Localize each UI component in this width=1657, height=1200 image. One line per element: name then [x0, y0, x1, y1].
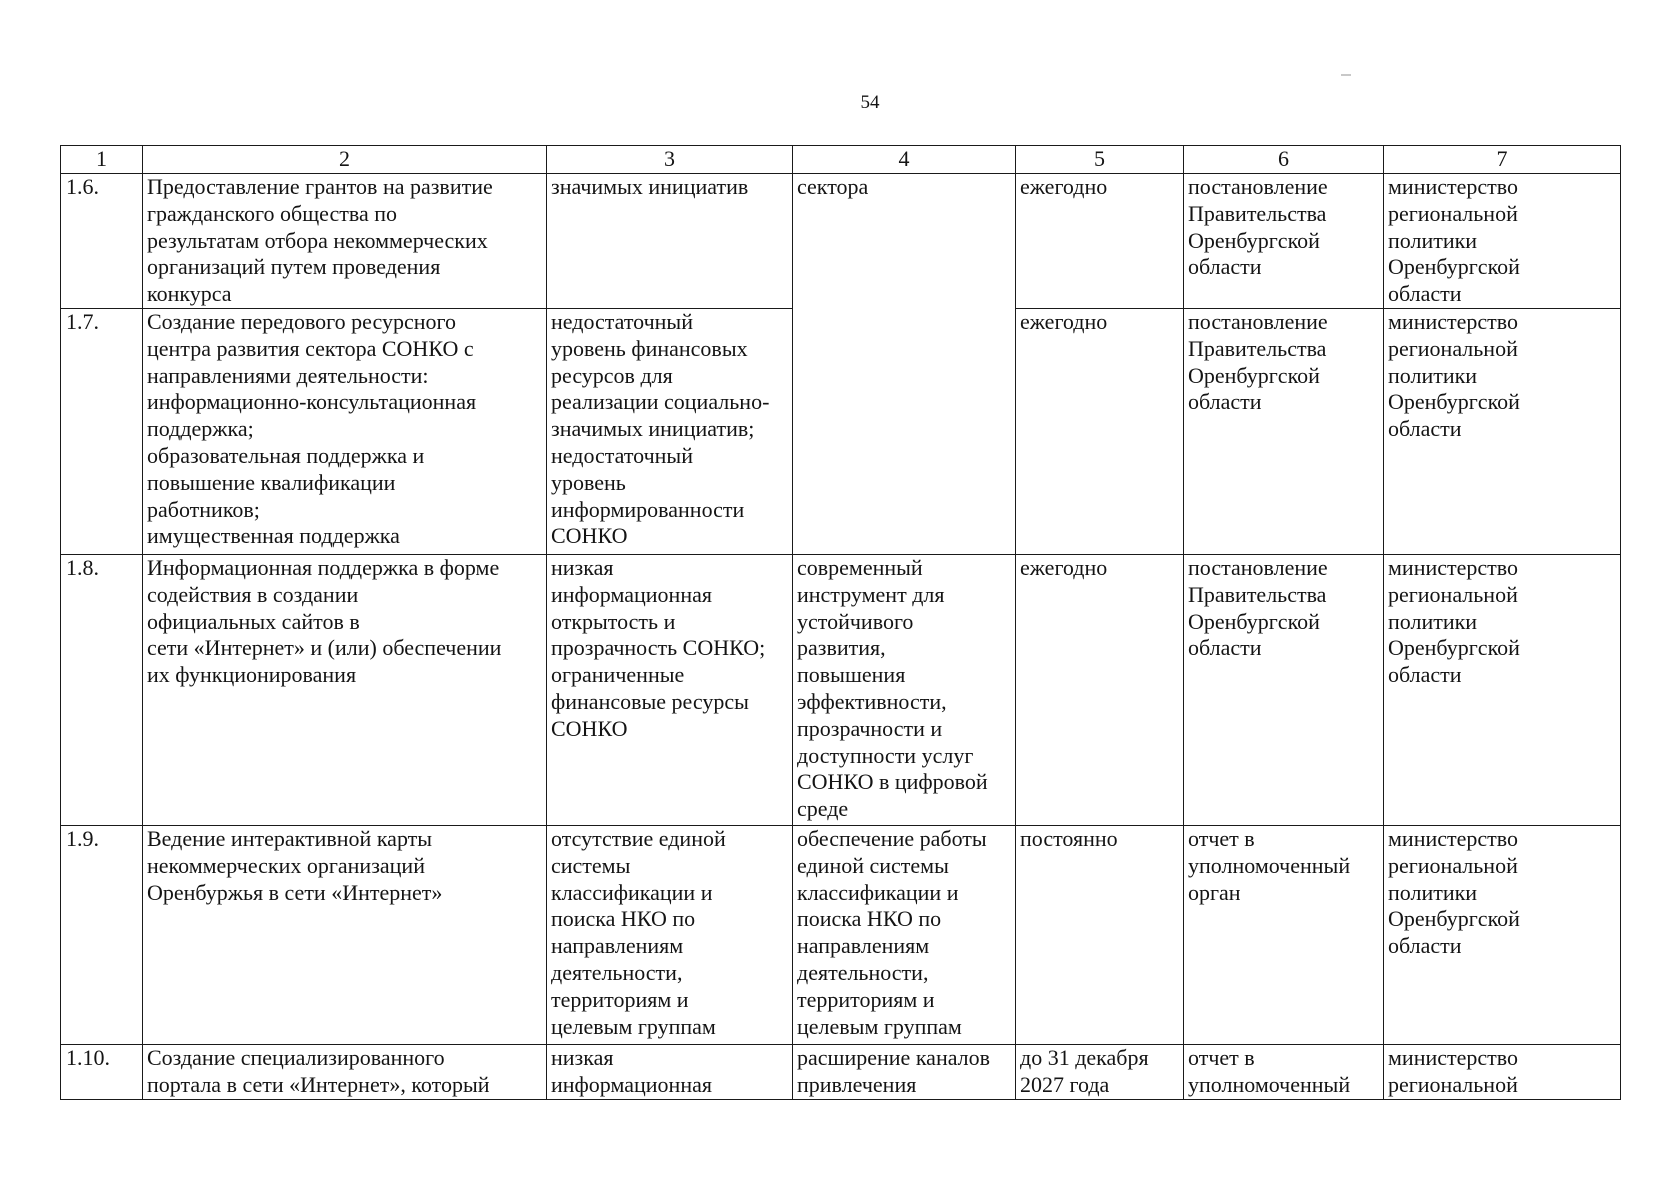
result-cell: обеспечение работы единой системы классификации и поиска НКО по направлениям деятельности, территориям и целевым группам	[793, 825, 1016, 1044]
document-cell: постановление Правительства Оренбургской области	[1184, 308, 1384, 554]
result-cell: сектора	[793, 174, 1016, 555]
column-number-7: 7	[1384, 146, 1621, 174]
document-cell: постановление Правительства Оренбургской области	[1184, 554, 1384, 825]
executor-cell: министерство региональной политики Оренбургской области	[1384, 554, 1621, 825]
problem-cell: значимых инициатив	[547, 174, 793, 309]
row-number: 1.10.	[61, 1044, 143, 1099]
table-row	[61, 1044, 1621, 1099]
term-cell: до 31 декабря 2027 года	[1016, 1044, 1184, 1099]
measure-cell: Предоставление грантов на развитие гражданского общества по результатам отбора некоммерческих организаций путем проведения конкурса	[143, 174, 547, 309]
measure-cell: Информационная поддержка в форме содействия в создании официальных сайтов в сети «Интернет» и (или) обеспечении их функционирования	[143, 554, 547, 825]
document-cell: постановление Правительства Оренбургской области	[1184, 174, 1384, 309]
term-cell: постоянно	[1016, 825, 1184, 1044]
row-number: 1.9.	[61, 825, 143, 1044]
measure-cell: Создание специализированного портала в сети «Интернет», который	[143, 1044, 547, 1099]
table-row	[61, 174, 1621, 309]
column-number-5: 5	[1016, 146, 1184, 174]
column-number-1: 1	[61, 146, 143, 174]
problem-cell: недостаточный уровень финансовых ресурсов для реализации социально- значимых инициатив; недостаточный уровень информированности СОНКО	[547, 308, 793, 554]
scan-mark	[1341, 74, 1351, 76]
problem-cell: отсутствие единой системы классификации и поиска НКО по направлениям деятельности, территориям и целевым группам	[547, 825, 793, 1044]
row-number: 1.7.	[61, 308, 143, 554]
column-number-header-row	[61, 146, 1621, 174]
executor-cell: министерство региональной	[1384, 1044, 1621, 1099]
table-row	[61, 825, 1621, 1044]
result-cell: современный инструмент для устойчивого развития, повышения эффективности, прозрачности и доступности услуг СОНКО в цифровой среде	[793, 554, 1016, 825]
document-cell: отчет в уполномоченный	[1184, 1044, 1384, 1099]
measure-cell: Ведение интерактивной карты некоммерческих организаций Оренбуржья в сети «Интернет»	[143, 825, 547, 1044]
executor-cell: министерство региональной политики Оренбургской области	[1384, 825, 1621, 1044]
term-cell: ежегодно	[1016, 308, 1184, 554]
executor-cell: министерство региональной политики Оренбургской области	[1384, 174, 1621, 309]
column-number-2: 2	[143, 146, 547, 174]
term-cell: ежегодно	[1016, 174, 1184, 309]
executor-cell: министерство региональной политики Оренбургской области	[1384, 308, 1621, 554]
row-number: 1.8.	[61, 554, 143, 825]
problem-cell: низкая информационная открытость и прозрачность СОНКО; ограниченные финансовые ресурсы СОНКО	[547, 554, 793, 825]
column-number-3: 3	[547, 146, 793, 174]
measure-cell: Создание передового ресурсного центра развития сектора СОНКО с направлениями деятельности: информационно-консультационная поддержка; образовательная поддержка и повышение квалификации работников; имущественная поддержка	[143, 308, 547, 554]
column-number-4: 4	[793, 146, 1016, 174]
measures-table	[60, 145, 1621, 1100]
result-cell: расширение каналов привлечения	[793, 1044, 1016, 1099]
document-cell: отчет в уполномоченный орган	[1184, 825, 1384, 1044]
page-number: 54	[860, 92, 880, 113]
problem-cell: низкая информационная	[547, 1044, 793, 1099]
column-number-6: 6	[1184, 146, 1384, 174]
row-number: 1.6.	[61, 174, 143, 309]
table-row	[61, 554, 1621, 825]
term-cell: ежегодно	[1016, 554, 1184, 825]
